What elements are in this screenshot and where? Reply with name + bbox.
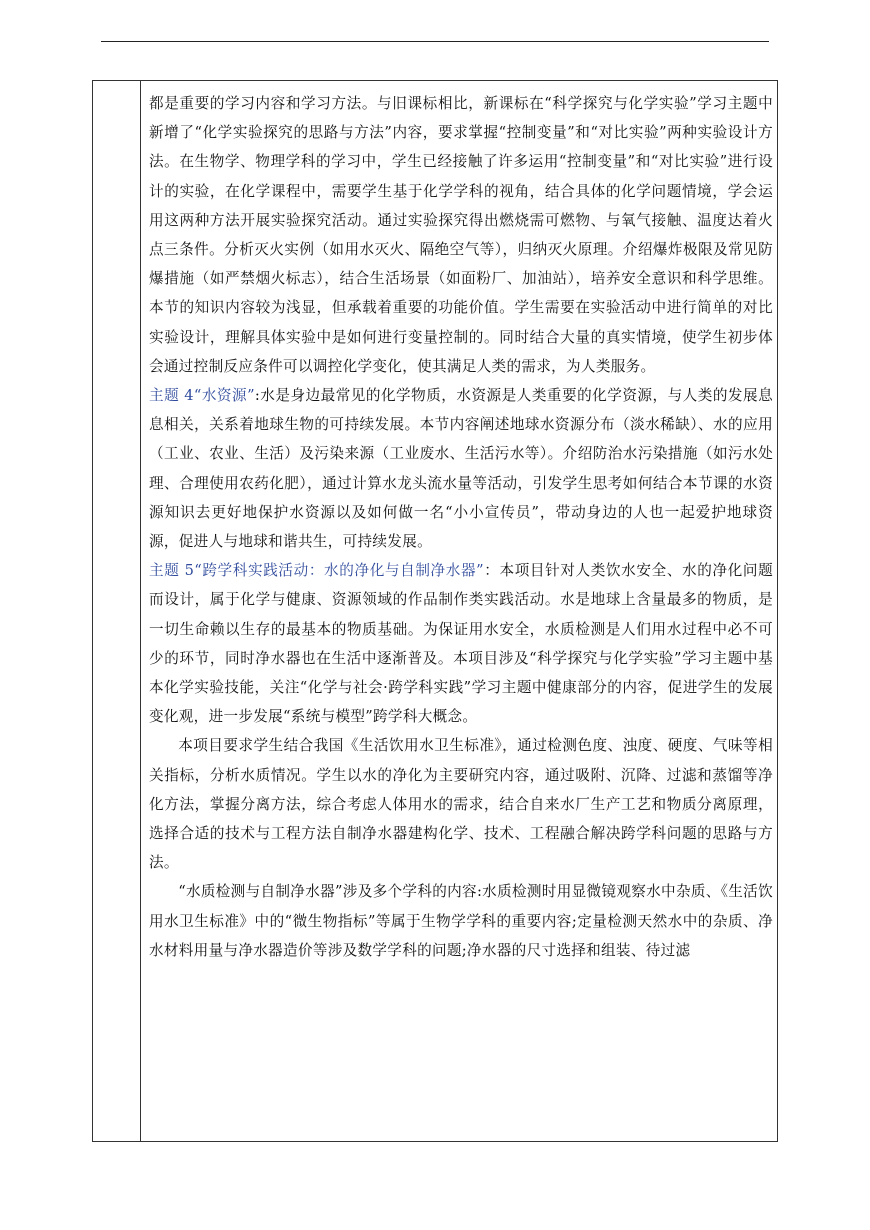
topic-5-text: ：本项目针对人类饮水安全、水的净化问题而设计，属于化学与健康、资源领域的作品制作类实践活动。水是地球上含量最多的物质，是一切生命赖以生存的最基本的物质基础。为保证用水安全，水质检测是人们用水过程中必不可少的环节，同时净水器也在生活中逐渐普及。本项目涉及“科学探究与化学实验”学习主题中基本化学实验技能，关注“化学与社会·跨学科实践”学习主题中健康部分的内容，促进学生的发展变化观，进一步发展“系统与模型”跨学科大概念。	[149, 562, 773, 726]
paragraph-topic-5	[149, 556, 773, 731]
label-column	[93, 81, 141, 1141]
paragraph-interdisciplinary: “水质检测与自制净水器”涉及多个学科的内容:水质检测时用显微镜观察水中杂质、《生活饮用水卫生标准》中的“微生物指标”等属于生物学学科的重要内容;定量检测天然水中的杂质、净水材料用量与净水器造价等涉及数学学科的问题;净水器的尺寸选择和组装、待过滤	[149, 883, 773, 959]
topic-5-heading: 主题 5“跨学科实践活动：水的净化与自制净水器”	[149, 562, 484, 580]
content-cell	[142, 81, 777, 1141]
paragraph-project-requirements: 本项目要求学生结合我国《生活饮用水卫生标准》，通过检测色度、浊度、硬度、气味等相关指标，分析水质情况。学生以水的净化为主要研究内容，通过吸附、沉降、过滤和蒸馏等净化方法，掌握分离方法，综合考虑人体用水的需求，结合自来水厂生产工艺和物质分离原理，选择合适的技术与工程方法自制净水器建构化学、技术、工程融合解决跨学科问题的思路与方法。	[149, 737, 773, 872]
header-rule	[101, 41, 769, 42]
paragraph-intro: 都是重要的学习内容和学习方法。与旧课标相比，新课标在“科学探究与化学实验”学习主题中新增了“化学实验探究的思路与方法”内容，要求掌握“控制变量”和“对比实验”两种实验设计方法。在生物学、物理学科的学习中，学生已经接触了许多运用“控制变量”和“对比实验”进行设计的实验，在化学课程中，需要学生基于化学学科的视角，结合具体的化学问题情境，学会运用这两种方法开展实验探究活动。通过实验探究得出燃烧需可燃物、与氧气接触、温度达着火点三条件。分析灭火实例（如用水灭火、隔绝空气等），归纳灭火原理。介绍爆炸极限及常见防爆措施（如严禁烟火标志），结合生活场景（如面粉厂、加油站），培养安全意识和科学思维。本节的知识内容较为浅显，但承载着重要的功能价值。学生需要在实验活动中进行简单的对比实验设计，理解具体实验中是如何进行变量控制的。同时结合大量的真实情境，使学生初步体会通过控制反应条件可以调控化学变化，使其满足人类的需求，为人类服务。	[149, 95, 773, 375]
paragraph-topic-4	[149, 381, 773, 556]
topic-4-heading: 主题 4“水资源”	[149, 387, 255, 405]
body-text	[149, 89, 773, 965]
content-table	[92, 80, 778, 1142]
topic-4-text: :水是身边最常见的化学物质，水资源是人类重要的化学资源，与人类的发展息息相关，关系着地球生物的可持续发展。本节内容阐述地球水资源分布（淡水稀缺）、水的应用（工业、农业、生活）及污染来源（工业废水、生活污水等）。介绍防治水污染措施（如污水处理、合理使用农药化肥），通过计算水龙头流水量等活动，引发学生思考如何结合本节课的水资源知识去更好地保护水资源以及如何做一名“小小宣传员”，带动身边的人也一起爱护地球资源，促进人与地球和谐共生，可持续发展。	[149, 387, 773, 551]
